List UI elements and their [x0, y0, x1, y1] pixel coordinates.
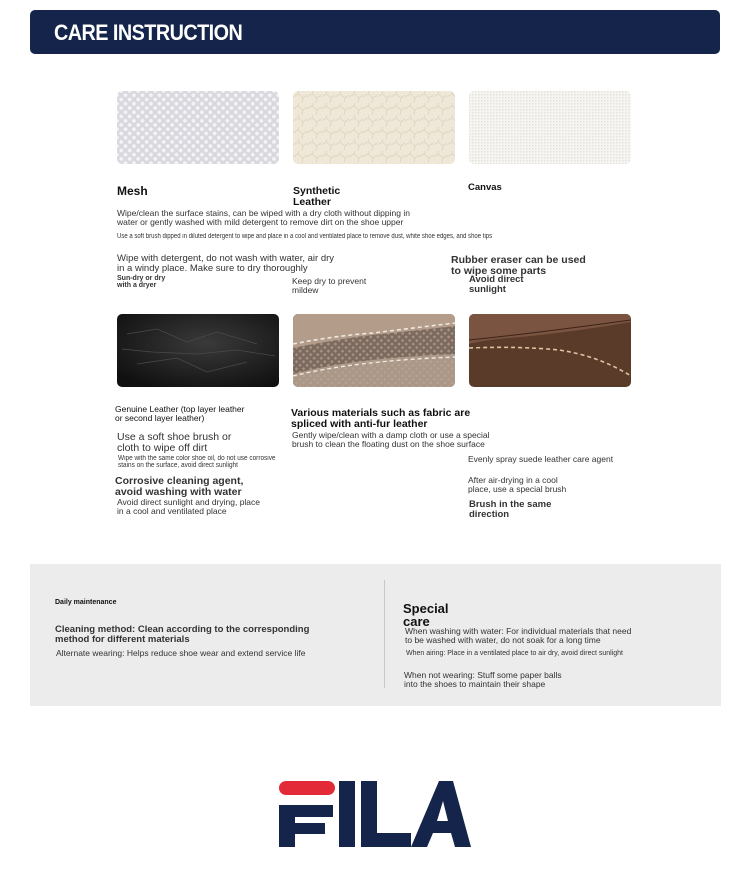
- maintenance-divider: [384, 580, 385, 688]
- care-text-avoid-sunlight: Avoid direct sunlight: [469, 274, 524, 295]
- care-text-keep-dry: Keep dry to prevent mildew: [292, 276, 367, 295]
- special-care-airing: When airing: Place in a ventilated place to air dry, avoid direct sunlight: [406, 650, 623, 657]
- care-text-soft-brush: Use a soft brush dipped in diluted detergent to wipe and place in a cool and ventilated place to remove dust, white shoe edges, and shoe tips: [117, 233, 493, 240]
- fila-logo: [279, 781, 471, 847]
- care-text-sun-dry: Sun-dry or dry with a dryer: [117, 275, 166, 289]
- care-text-corrosive: Corrosive cleaning agent, avoid washing with water: [115, 475, 244, 498]
- special-care-title: Special care: [403, 601, 449, 629]
- material-various-label: Various materials such as fabric are spliced with anti-fur leather: [291, 407, 471, 430]
- daily-maintenance-title: Daily maintenance: [55, 599, 117, 606]
- genuine-leather-swatch: [117, 314, 279, 387]
- care-text-damp-cloth: Gently wipe/clean with a damp cloth or use a special brush to clean the floating dust on the shoe surface: [292, 430, 490, 449]
- synthetic-leather-swatch: [293, 91, 455, 164]
- care-text-wipe-clean: Wipe/clean the surface stains, can be wiped with a dry cloth without dipping in water or gently washed with mild detergent to remove dirt on the shoe upper: [117, 208, 410, 227]
- canvas-swatch: [469, 91, 631, 164]
- care-text-rubber-eraser: Rubber eraser can be used to wipe some parts: [451, 254, 586, 277]
- care-text-wipe-detergent: Wipe with detergent, do not wash with water, air dry in a windy place. Make sure to dry thoroughly: [117, 253, 335, 274]
- care-text-air-drying: After air-drying in a cool place, use a special brush: [468, 475, 567, 494]
- material-synthetic-leather-label: Synthetic Leather: [293, 185, 341, 208]
- material-genuine-leather-label: Genuine Leather (top layer leather or second layer leather): [115, 404, 245, 423]
- maintenance-cleaning-method: Cleaning method: Clean according to the corresponding method for different materials: [55, 624, 310, 645]
- mesh-swatch: [117, 91, 279, 164]
- maintenance-alternate-wearing: Alternate wearing: Helps reduce shoe wear and extend service life: [56, 648, 306, 658]
- page-title: CARE INSTRUCTION: [54, 20, 243, 45]
- care-text-suede-agent: Evenly spray suede leather care agent: [468, 454, 614, 464]
- care-instruction-header: [30, 10, 720, 54]
- care-text-soft-shoe-brush: Use a soft shoe brush or cloth to wipe off dirt: [117, 431, 232, 454]
- care-text-avoid-drying: Avoid direct sunlight and drying, place in a cool and ventilated place: [117, 497, 261, 516]
- special-care-washing: When washing with water: For individual materials that need to be washed with water, do not soak for a long time: [405, 626, 632, 645]
- suede-swatch: [469, 314, 631, 387]
- material-canvas-label: Canvas: [468, 182, 502, 193]
- care-text-brush-direction: Brush in the same direction: [469, 499, 552, 520]
- fabric-spliced-swatch: [293, 314, 455, 387]
- special-care-not-wearing: When not wearing: Stuff some paper balls into the shoes to maintain their shape: [404, 670, 562, 689]
- care-text-shoe-oil: Wipe with the same color shoe oil, do not use corrosive stains on the surface, avoid direct sunlight: [118, 455, 276, 469]
- material-mesh-label: Mesh: [117, 184, 148, 198]
